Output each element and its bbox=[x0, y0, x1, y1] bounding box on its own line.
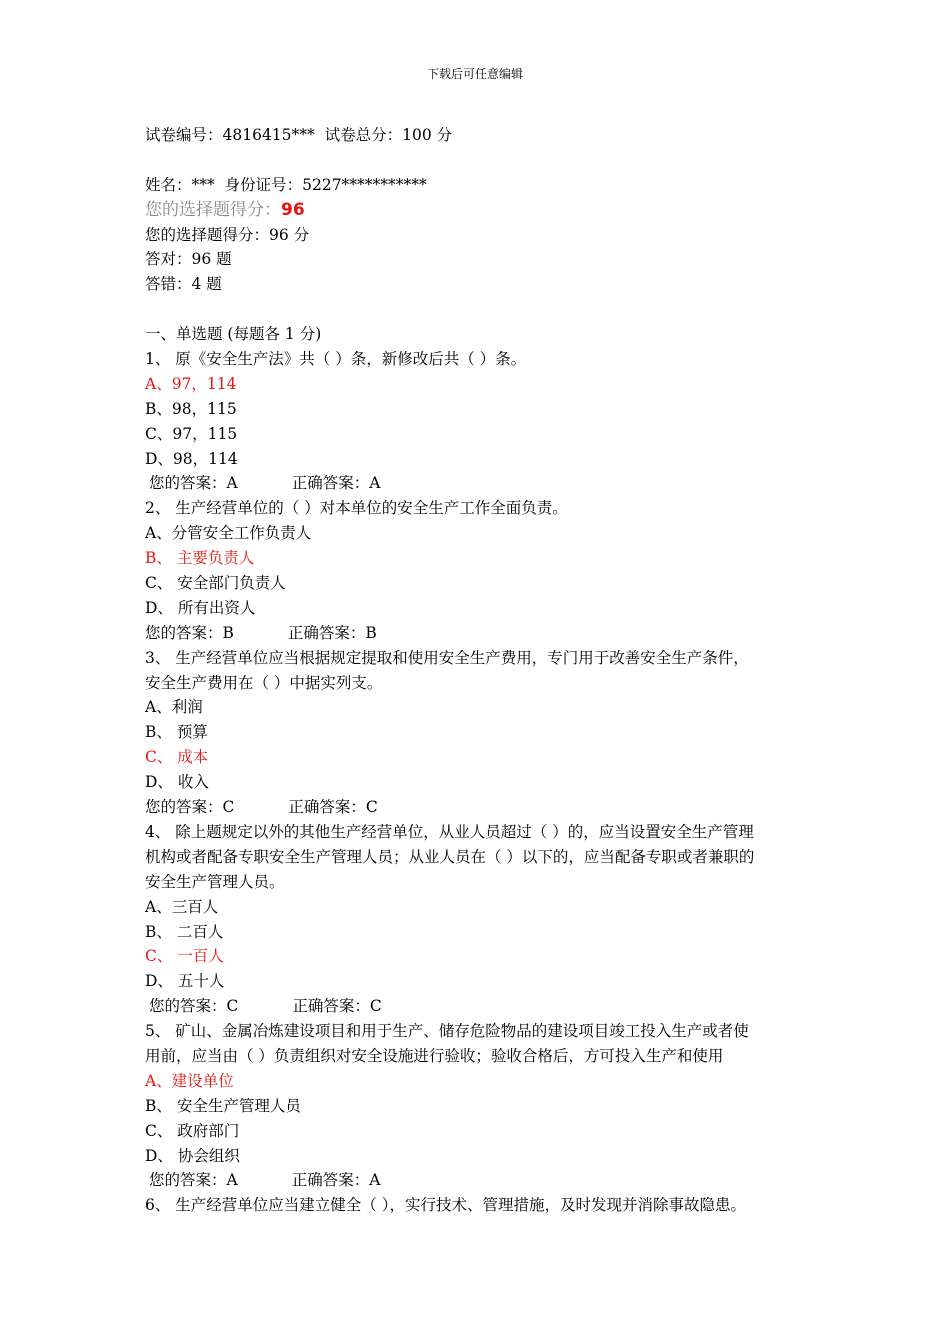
answer-option: D、 所有出资人 bbox=[145, 598, 256, 617]
question-list bbox=[145, 347, 813, 1218]
answer-option: C、 成本 bbox=[145, 748, 209, 767]
answer-option: D、 收入 bbox=[145, 773, 209, 792]
question-text: 3、 生产经营单位应当根据规定提取和使用安全生产费用，专门用于改善安全生产条件， bbox=[145, 648, 749, 667]
correct-answer: 正确答案：C bbox=[288, 798, 378, 817]
score-value: 96 bbox=[281, 199, 305, 220]
answer-option: C、 政府部门 bbox=[145, 1121, 240, 1140]
correct-count: 答对：96 题 bbox=[145, 250, 232, 269]
answer-option: B、 安全生产管理人员 bbox=[145, 1096, 301, 1115]
your-answer: 您的答案：B bbox=[145, 623, 234, 642]
answer-option: D、 协会组织 bbox=[145, 1146, 240, 1165]
answer-option: B、 二百人 bbox=[145, 922, 224, 941]
question-text: 1、 原《安全生产法》共（ ）条，新修改后共（ ）条。 bbox=[145, 350, 527, 369]
answer-option: A、分管安全工作负责人 bbox=[145, 524, 312, 543]
score-label: 您的选择题得分： bbox=[145, 199, 281, 220]
spacer bbox=[145, 297, 813, 322]
answer-option: B、 预算 bbox=[145, 723, 208, 742]
question-text: 4、 除上题规定以外的其他生产经营单位，从业人员超过（ ）的，应当设置安全生产管理 bbox=[145, 822, 754, 841]
score-text: 您的选择题得分：96 分 bbox=[145, 225, 310, 244]
correct-answer: 正确答案：A bbox=[291, 474, 381, 493]
answer-option: D、98，114 bbox=[145, 449, 238, 468]
name-id: 姓名：*** 身份证号：5227*********** bbox=[145, 175, 427, 194]
watermark-header: 下载后可任意编辑 bbox=[426, 67, 523, 81]
question-block bbox=[145, 1019, 813, 1193]
question-text: 6、 生产经营单位应当建立健全（ ），实行技术、管理措施，及时发现并消除事故隐患。 bbox=[145, 1196, 746, 1215]
answer-option: B、98，115 bbox=[145, 399, 237, 418]
exam-body bbox=[145, 123, 813, 1218]
your-answer: 您的答案：C bbox=[145, 798, 235, 817]
answer-option: A、利润 bbox=[145, 698, 203, 717]
correct-answer: 正确答案：C bbox=[292, 997, 382, 1016]
answer-option: A、97，114 bbox=[145, 374, 237, 393]
wrong-count: 答错：4 题 bbox=[145, 275, 222, 294]
question-text: 2、 生产经营单位的（ ）对本单位的安全生产工作全面负责。 bbox=[145, 499, 568, 518]
question-text: 安全生产管理人员。 bbox=[145, 872, 285, 891]
question-block bbox=[145, 1193, 813, 1218]
answer-option: C、 安全部门负责人 bbox=[145, 574, 286, 593]
question-text: 机构或者配备专职安全生产管理人员；从业人员在（ ）以下的，应当配备专职或者兼职的 bbox=[145, 847, 755, 866]
your-answer: 您的答案：A bbox=[149, 474, 238, 493]
your-answer: 您的答案：A bbox=[149, 1171, 238, 1190]
answer-option: A、三百人 bbox=[145, 897, 219, 916]
answer-result bbox=[145, 471, 813, 496]
answer-result bbox=[145, 795, 813, 820]
answer-result bbox=[145, 1168, 813, 1193]
your-answer: 您的答案：C bbox=[149, 997, 239, 1016]
score-highlight bbox=[145, 198, 813, 223]
question-text: 安全生产费用在（ ）中据实列支。 bbox=[145, 673, 383, 692]
correct-answer: 正确答案：A bbox=[291, 1171, 381, 1190]
question-block bbox=[145, 820, 813, 1019]
section-title: 一、单选题 (每题各 1 分) bbox=[145, 325, 322, 344]
answer-option: C、 一百人 bbox=[145, 947, 224, 966]
question-text: 用前，应当由（ ）负责组织对安全设施进行验收；验收合格后，方可投入生产和使用 bbox=[145, 1046, 724, 1065]
answer-option: D、 五十人 bbox=[145, 972, 225, 991]
answer-option: C、97，115 bbox=[145, 424, 238, 443]
correct-answer: 正确答案：B bbox=[287, 623, 377, 642]
question-block bbox=[145, 496, 813, 645]
answer-option: B、 主要负责人 bbox=[145, 549, 255, 568]
answer-result bbox=[145, 994, 813, 1019]
answer-result bbox=[145, 621, 813, 646]
exam-number: 试卷编号：4816415*** 试卷总分：100 分 bbox=[145, 126, 453, 144]
question-text: 5、 矿山、金属冶炼建设项目和用于生产、储存危险物品的建设项目竣工投入生产或者使 bbox=[145, 1022, 749, 1041]
question-block bbox=[145, 347, 813, 496]
spacer bbox=[145, 148, 813, 173]
question-block bbox=[145, 646, 813, 820]
answer-option: A、建设单位 bbox=[145, 1071, 234, 1090]
